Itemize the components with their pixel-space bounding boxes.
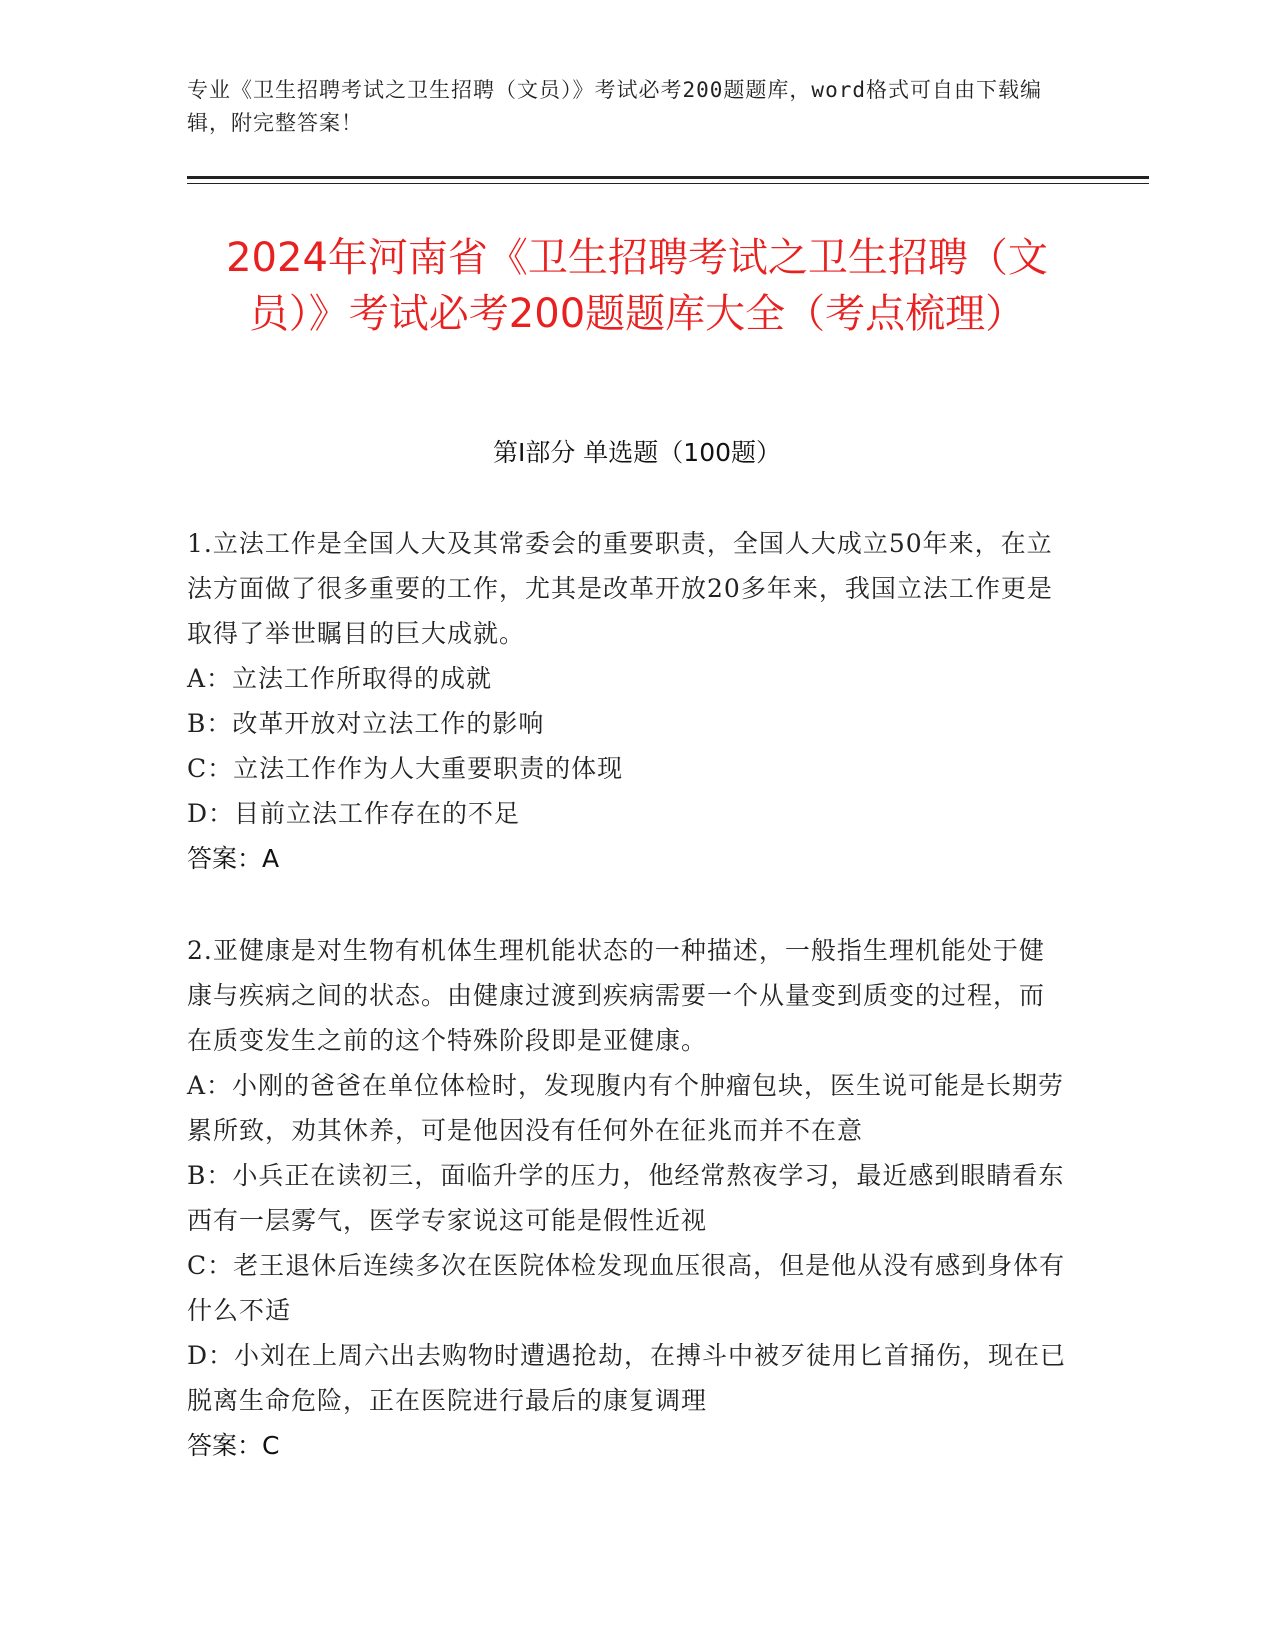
option-c: C：老王退休后连续多次在医院体检发现血压很高，但是他从没有感到身体有什么不适 [187, 1251, 1066, 1325]
option-c: C：立法工作作为人大重要职责的体现 [187, 754, 624, 783]
option-d: D：小刘在上周六出去购物时遭遇抢劫，在搏斗中被歹徒用匕首捅伤，现在已脱离生命危险，正在医院进行最后的康复调理 [187, 1341, 1067, 1415]
answer: 答案：C [187, 1431, 280, 1460]
question-1 [187, 521, 1067, 881]
section-title: 第Ⅰ部分 单选题（100题） [492, 438, 782, 467]
header-note: 专业《卫生招聘考试之卫生招聘（文员）》考试必考200题题库，word格式可自由下载编辑，附完整答案！ [187, 78, 1042, 135]
option-b: B：改革开放对立法工作的影响 [187, 709, 545, 738]
header-divider-thick [187, 176, 1149, 179]
header-divider-thin [187, 183, 1149, 184]
question-text: 1.立法工作是全国人大及其常委会的重要职责，全国人大成立50年来，在立法方面做了很多重要的工作，尤其是改革开放20多年来，我国立法工作更是取得了举世瞩目的巨大成就。 [187, 529, 1053, 648]
question-2 [187, 928, 1067, 1468]
option-a: A：小刚的爸爸在单位体检时，发现腹内有个肿瘤包块，医生说可能是长期劳累所致，劝其休养，可是他因没有任何外在征兆而并不在意 [187, 1071, 1065, 1145]
option-d: D：目前立法工作存在的不足 [187, 799, 521, 828]
option-b: B：小兵正在读初三，面临升学的压力，他经常熬夜学习，最近感到眼睛看东西有一层雾气，医学专家说这可能是假性近视 [187, 1161, 1065, 1235]
option-a: A：立法工作所取得的成就 [187, 664, 493, 693]
question-text: 2.亚健康是对生物有机体生理机能状态的一种描述，一般指生理机能处于健康与疾病之间的状态。由健康过渡到疾病需要一个从量变到质变的过程，而在质变发生之前的这个特殊阶段即是亚健康。 [187, 936, 1046, 1055]
document-title: 2024年河南省《卫生招聘考试之卫生招聘（文员）》考试必考200题题库大全（考点梳理） [226, 234, 1048, 337]
answer: 答案：A [187, 844, 280, 873]
